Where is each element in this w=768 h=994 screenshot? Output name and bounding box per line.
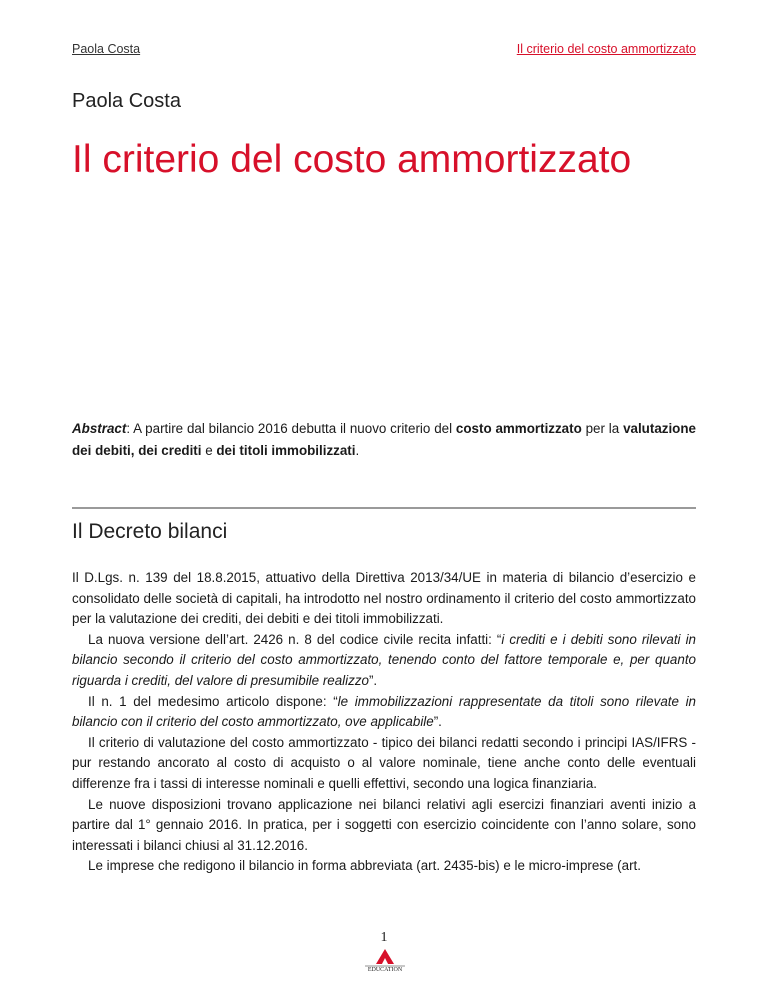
- header-running-title-link[interactable]: Il criterio del costo ammortizzato: [516, 42, 696, 56]
- body-text: [72, 568, 696, 877]
- page-number: 1: [380, 930, 388, 945]
- abstract-text-3: e: [201, 443, 217, 458]
- education-logo: [360, 948, 410, 972]
- abstract-text-1: : A partire dal bilancio 2016 debutta il nuovo criterio del: [126, 421, 456, 436]
- abstract-text-2: per la: [581, 421, 624, 436]
- paragraph-1: Il D.Lgs. n. 139 del 18.8.2015, attuativo della Direttiva 2013/34/UE in materia di bilancio d’esercizio e consolidato delle società di capitali, ha introdotto nel nostro ordinamento il criterio del costo ammortizzato per la valutazione dei crediti, dei debiti e dei titoli immobilizzati.: [72, 570, 696, 627]
- paragraph-3: [72, 692, 696, 733]
- paragraph-3-lead: Il n. 1 del medesimo articolo dispone: “: [88, 693, 338, 709]
- paragraph-3-tail: ”.: [433, 714, 442, 730]
- paragraph-2-lead: La nuova versione dell’art. 2426 n. 8 del codice civile recita infatti: “: [88, 631, 502, 647]
- section-divider: [72, 507, 696, 509]
- abstract-bold-2: valutazione dei debiti, dei crediti: [72, 421, 696, 458]
- paragraph-6: Le imprese che redigono il bilancio in forma abbreviata (art. 2435-bis) e le micro-imprese (art.: [88, 858, 641, 874]
- section-title: Il Decreto bilanci: [72, 520, 228, 543]
- paragraph-2-tail: ”.: [368, 672, 378, 688]
- abstract-bold-3: dei titoli immobilizzati: [216, 443, 356, 458]
- document-title: Il criterio del costo ammortizzato: [72, 138, 632, 181]
- paragraph-4: Il criterio di valutazione del costo ammortizzato - tipico dei bilanci redatti secondo i principi IAS/IFRS - pur restando ancorato al costo di acquisto o al valore nominale, tiene anche conto delle eventuali differenze fra i tassi di interesse nominali e quelli effettivi, secondo una logica finanziaria.: [72, 734, 696, 791]
- header-author-link[interactable]: Paola Costa: [72, 42, 141, 56]
- paragraph-5: Le nuove disposizioni trovano applicazione nei bilanci relativi agli esercizi finanziari aventi inizio a partire dal 1° gennaio 2016. In pratica, per i soggetti con esercizio coincidente con l’anno solare, sono interessati i bilanci chiusi al 31.12.2016.: [72, 796, 696, 853]
- abstract-bold-1: costo ammortizzato: [455, 421, 582, 436]
- author-name: Paola Costa: [72, 90, 181, 112]
- abstract: [72, 418, 696, 462]
- abstract-text-4: .: [355, 443, 360, 458]
- paragraph-2: [72, 630, 696, 692]
- logo-text: EDUCATION: [367, 967, 403, 972]
- abstract-label: Abstract: [72, 421, 127, 436]
- paragraph-3-quote: le immobilizzazioni rappresentate da titoli sono rilevate in bilancio con il criterio del costo ammortizzato, ove applicabile: [72, 693, 696, 730]
- paragraph-2-quote: i crediti e i debiti sono rilevati in bilancio secondo il criterio del costo ammortizzato, tenendo conto del fattore temporale e, per quanto riguarda i crediti, del valore di presumibile realizzo: [72, 631, 696, 688]
